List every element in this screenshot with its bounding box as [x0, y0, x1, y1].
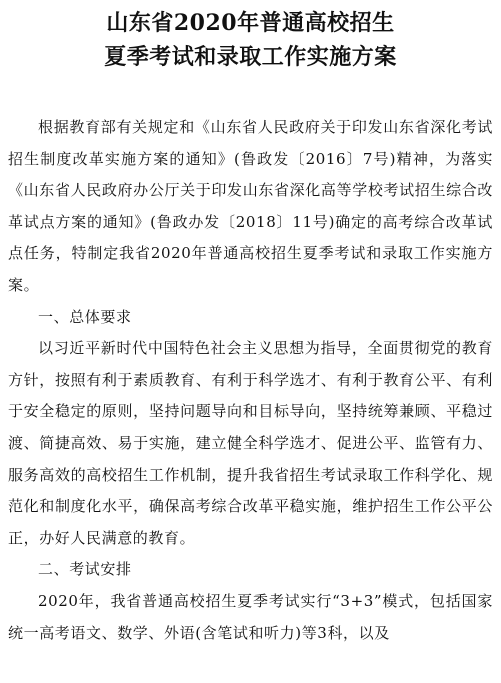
section-heading-general-requirements: 一、总体要求	[38, 307, 132, 326]
title-line-2: 夏季考试和录取工作实施方案	[104, 44, 397, 70]
title-spacer	[8, 74, 493, 112]
exam-arrangement-paragraph: 2020年，我省普通高校招生夏季考试实行“3+3”模式，包括国家统一高考语文、数学、外语(含笔试和听力)等3科，以及	[8, 591, 493, 642]
intro-paragraph: 根据教育部有关规定和《山东省人民政府关于印发山东省深化考试招生制度改革实施方案的通知》(鲁政发〔2016〕7号)精神，为落实《山东省人民政府办公厅关于印发山东省深化高等学校考试招生综合改革试点方案的通知》(鲁政办发〔2018〕11号)确定的高考综合改革试点任务，特制定我省2020年普通高校招生夏季考试和录取工作实施方案。	[8, 118, 493, 294]
section-heading-exam-arrangement: 二、考试安排	[38, 560, 132, 579]
general-requirements-paragraph: 以习近平新时代中国特色社会主义思想为指导，全面贯彻党的教育方针，按照有利于素质教育、有利于科学选才、有利于教育公平、有利于安全稳定的原则，坚持问题导向和目标导向，坚持统筹兼顾、平稳过渡、简捷高效、易于实施，建立健全科学选才、促进公平、监管有力、服务高效的高校招生工作机制，提升我省招生考试录取工作科学化、规范化和制度化水平，确保高考综合改革平稳实施，维护招生工作公平公正，办好人民满意的教育。	[8, 339, 493, 547]
document-title	[8, 6, 493, 74]
title-line-1: 山东省2020年普通高校招生	[106, 10, 395, 36]
